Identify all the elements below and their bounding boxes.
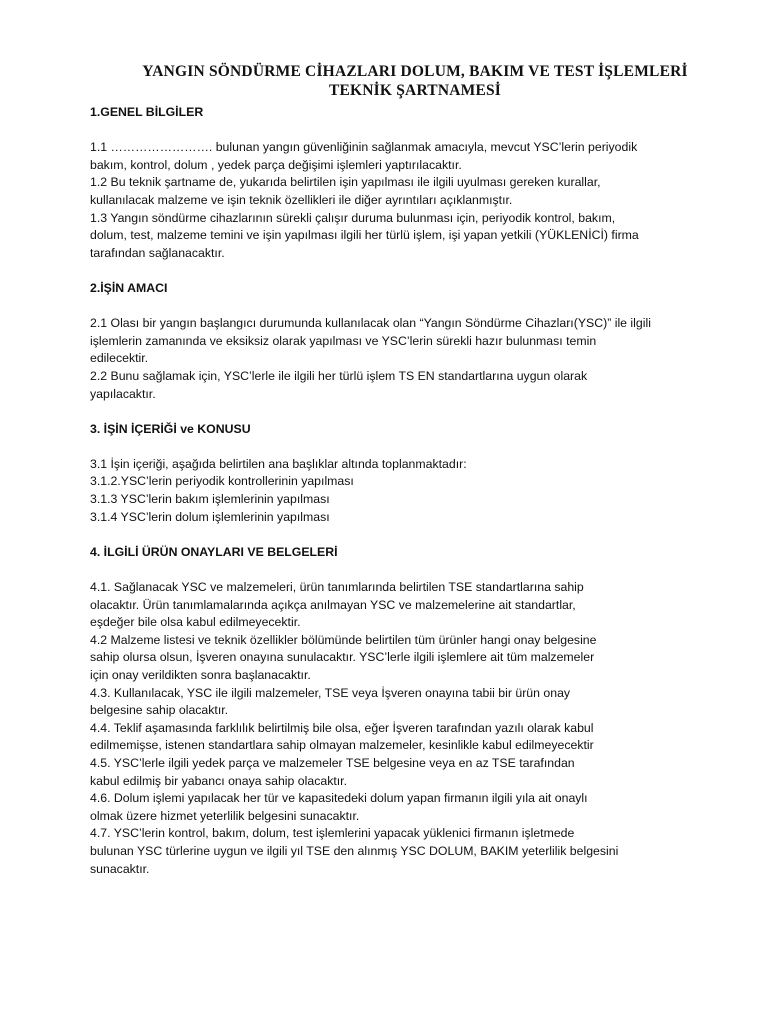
section-paragraph: 2.1 Olası bir yangın başlangıcı durumunda kullanılacak olan “Yangın Söndürme Cihazları(YSC)” ile ilgili işlemlerin zamanında ve eksiksiz olarak yapılması ve YSC’lerin sürekli hazır bulunması temin edilecektir. 2.2 Bunu sağlamak için, YSC’lerle ile ilgili her türlü işlem TS EN standartlarına uygun olarak yapılacaktır. xyxy=(90,316,651,401)
blank-line xyxy=(90,403,728,421)
blank-line xyxy=(90,438,728,456)
section-heading: 4. İLGİLİ ÜRÜN ONAYLARI VE BELGELERİ xyxy=(90,544,338,559)
section-paragraph: 1.1 ……………………. bulunan yangın güvenliğinin sağlanmak amacıyla, mevcut YSC’lerin periyodik bakım, kontrol, dolum , yedek parça değişimi işlemleri yaptırılacaktır. 1.2 Bu teknik şartname de, yukarıda belirtilen işin yapılması ile ilgili uyulması gereken kurallar, kullanılacak malzeme ve işin teknik özellikleri ile diğer ayrıntıları açıklanmıştır. 1.3 Yangın söndürme cihazlarının sürekli çalışır duruma bulunması için, periyodik kontrol, bakım, dolum, test, malzeme temini ve işin yapılması ilgili her türlü işlem, işi yapan yetkili (YÜKLENİCİ) firma tarafından sağlanacaktır. xyxy=(90,140,639,260)
section-heading: 3. İŞİN İÇERİĞİ ve KONUSU xyxy=(90,421,251,436)
blank-line xyxy=(90,298,728,316)
blank-line xyxy=(90,262,728,280)
section-paragraph: 3.1 İşin içeriği, aşağıda belirtilen ana başlıklar altında toplanmaktadır: 3.1.2.YSC’lerin periyodik kontrollerinin yapılması 3.1.3 YSC’lerin bakım işlemlerinin yapılması 3.1.4 YSC’lerin dolum işlemlerinin yapılması xyxy=(90,456,467,524)
section-heading: 1.GENEL BİLGİLER xyxy=(90,105,204,119)
blank-line xyxy=(90,561,728,579)
section-urun-onaylari xyxy=(90,544,728,878)
blank-line xyxy=(90,122,728,140)
document-title: YANGIN SÖNDÜRME CİHAZLARI DOLUM, BAKIM VE TEST İŞLEMLERİ TEKNİK ŞARTNAMESİ xyxy=(142,63,688,99)
section-heading: 2.İŞİN AMACI xyxy=(90,280,168,295)
section-paragraph: 4.1. Sağlanacak YSC ve malzemeleri, ürün tanımlarında belirtilen TSE standartlarına sahip olacaktır. Ürün tanımlamalarında açıkça anılmayan YSC ve malzemelerine ait standartlar, eşdeğer bile olsa kabul edilmeyecektir. 4.2 Malzeme listesi ve teknik özellikler bölümünde belirtilen tüm ürünler hangi onay belgesine sahip olursa olsun, İşveren onayına sunulacaktır. YSC’lerle ilgili işlemlere ait tüm malzemeler için onay verildikten sonra başlanacaktır. 4.3. Kullanılacak, YSC ile ilgili malzemeler, TSE veya İşveren onayına tabii bir ürün onay belgesine sahip olacaktır. 4.4. Teklif aşamasında farklılık belirtilmiş bile olsa, eğer İşveren tarafından yazılı olarak kabul edilmemişse, istenen standartlara sahip olmayan malzemeler, kesinlikle kabul edilmeyecektir 4.5. YSC’lerle ilgili yedek parça ve malzemeler TSE belgesine veya en az TSE tarafından kabul edilmiş bir yabancı onaya sahip olacaktır. 4.6. Dolum işlemi yapılacak her tür ve kapasitedeki dolum yapan firmanın ilgili yıla ait onaylı olmak üzere hizmet yeterlilik belgesini sunacaktır. 4.7. YSC’lerin kontrol, bakım, dolum, test işlemlerini yapacak yüklenici firmanın işletmede bulunan YSC türlerine uygun ve ilgili yıl TSE den alınmış YSC DOLUM, BAKIM yeterlilik belgesini sunacaktır. xyxy=(90,580,619,876)
section-isin-icerigi xyxy=(90,421,728,527)
section-genel-bilgiler xyxy=(90,104,728,262)
section-isin-amaci xyxy=(90,280,728,403)
blank-line xyxy=(90,526,728,544)
